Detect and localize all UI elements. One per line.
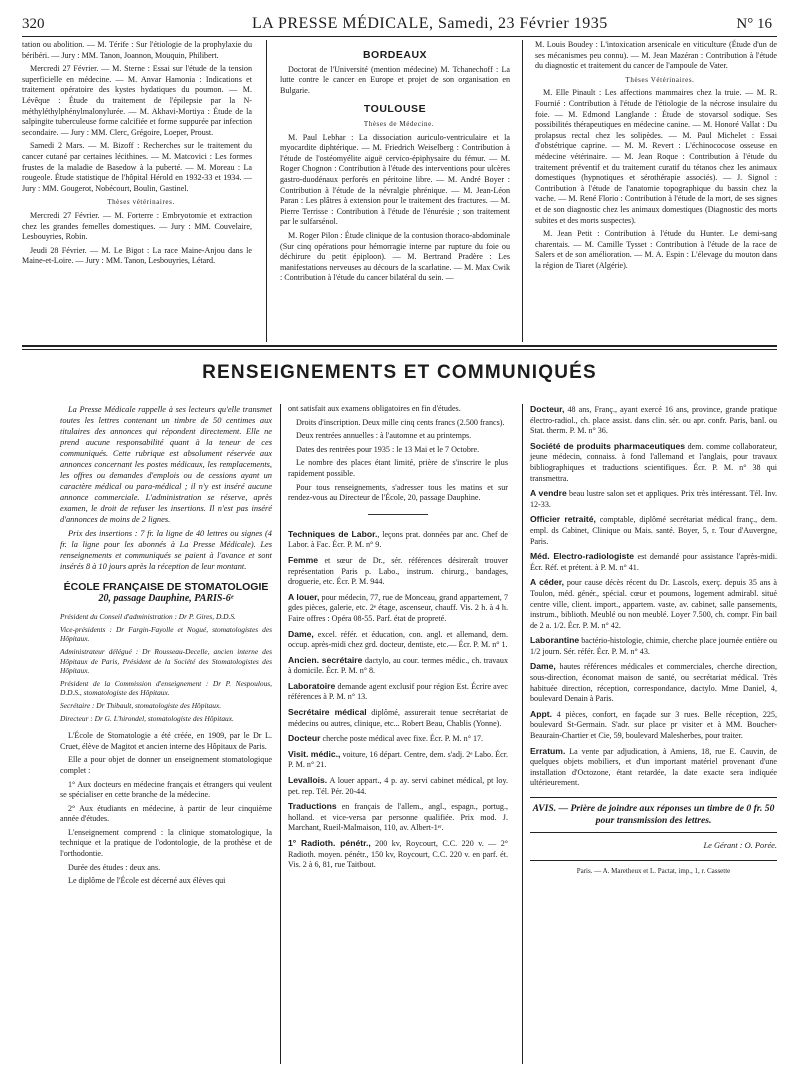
classified-ads — [530, 404, 777, 789]
thesis-entry: M. Jean Petit : Contribution à l'étude du Hunter. Le demi-sang charentais. — M. Camille Tysset : Contribution à l'étude de la race de Salers et de son amélioration. — M. A. Espin : L'élevage du mouton dans la région de Tiaret (Algérie). — [535, 229, 777, 270]
classified-ad: Traductions en français de l'allem., angl., espagn., portug., holland. et vice-versa par personne qualifiée. Prix mod. J. Marchant, Rueil-Malmaison, 110, av. Albert-1ᵉʳ. — [288, 801, 508, 833]
avis-rule — [530, 797, 777, 798]
classified-ad: Femme et sœur de Dr., sér. références désireraît trouver représentation Paris p. Labo., instrum. chirurg., bandages, droguerie, etc. Écr. P. M. 944. — [288, 554, 508, 587]
thesis-entry: M. Louis Boudey : L'intoxication arsenicale en viticulture (Étude d'un de ses mécanismes peu connu). — M. Jean Mazéran : Contribution à l'étude du diagnostic et traitement du cancer de l'ampoule de Vater. — [535, 40, 777, 71]
thesis-entry: M. Paul Lebhar : La dissociation auriculo-ventriculaire et la myocardite diphtérique. — M. Friedrich Weiselberg : Contribution à l'étude de l'ostéomyélite aiguë cervico-épiphysaire du fémur. — M. Roger Chognon : Contribution à l'étude des interventions pour ulcères gastro-duodénaux perforés en péritoine libre. — M. André Boyer : Contribution à l'étude de la névralgie phrénique. — M. Jean-Léon Paran : Les plâtres à extension pour le traitement des fractures. — M. Pierre Terrisse : Contribution à l'étude de l'énurésie ; son traitement par le sulfarsénol. — [280, 132, 510, 227]
classified-ad: Appt. 4 pièces, confort, en façade sur 3 rues. Belle réception, 225, boulevard St-Germain. S'adr. sur place pr visiter et à MM. Boucher-Beaurain-Chartier et Cie, 59, boulevard Malesherbes, pour traiter. — [530, 708, 777, 741]
city-title-toulouse: TOULOUSE — [363, 103, 427, 116]
school-body: Le nombre des places étant limité, prière de s'inscrire le plus rapidement possible. — [288, 458, 508, 478]
classified-ads — [288, 529, 508, 871]
thesis-entry: Jeudi 28 Février. — M. Le Bigot : La race Maine-Anjou dans le Maine-et-Loire. — Jury : MM. Tanon, Lesbouyries, Létard. — [22, 245, 252, 266]
thesis-entry: tation ou abolition. — M. Térife : Sur l'étiologie de la prophylaxie du béribéri. — Jury : MM. Tanon, Joannon, Mouquin, Philibert. — [22, 40, 252, 60]
classified-ad: Levallois. A louer appart., 4 p. ay. servi cabinet médical, pt loy. pet. rep. Tél. Pér. 20-44. — [288, 775, 508, 796]
city-title-bordeaux: BORDEAUX — [362, 49, 428, 61]
school-body: L'enseignement comprend : la clinique stomatologique, la technique et la pratique de l'odontologie, de la prothèse et de l'orthodontie. — [60, 827, 272, 859]
school-body: Droits d'inscription. Deux mille cinq cents francs (2.500 francs). — [296, 417, 505, 427]
top-column-2 — [280, 40, 510, 287]
header-rule — [22, 36, 777, 37]
footer-rule — [530, 860, 777, 861]
bottom-column-3 — [530, 404, 777, 876]
column-divider — [280, 404, 281, 1064]
bottom-column-2 — [288, 404, 508, 875]
school-body: Dates des rentrées pour 1935 : le 13 Mai et le 7 Octobre. — [296, 444, 480, 454]
school-body: Durée des études : deux ans. — [68, 862, 161, 872]
classified-ad: A louer, pour médecin, 77, rue de Monceau, grand appartement, 7 gdes pièces, galerie, etc. 2ᵉ étage, ascenseur, chauff. Vis. 2 h. à 4 h. Faire offres : Opéra 08-55. Parf. état de propreté. — [288, 591, 508, 623]
school-body: Le diplôme de l'École est décerné aux élèves qui — [68, 876, 226, 886]
thesis-entry: M. Roger Pilon : Étude clinique de la contusion thoraco-abdominale (Sur cinq opérations pour hémorragie interne par rupture du foie ou déchirure du petit épiploon). — M. Bertrand Pradère : Les manifestations nerveuses au décours de la scarlatine. — M. Max Cwik : Contribution à l'étude du cancer bilatéral du sein. — — [280, 230, 510, 283]
classified-ad: A céder, pour cause décès récent du Dr. Lascols, exerç. depuis 35 ans à Toulon, méd. génér., spécial. cœur et poumons, logement admirabl. situé centre ville, client. import., appartem. vaste, av. cabinet, salle pansements, instrum., biblioth. Meublé ou non meublé. Loyer 7.500, ch. compr. Fin bail de 2 a. 1/2. Écr. P. M. n° 42. — [530, 577, 777, 630]
school-body: ont satisfait aux examens obligatoires en fin d'études. — [288, 404, 461, 413]
column-divider — [522, 40, 523, 342]
page-number: 320 — [22, 16, 45, 32]
staff-entry: Vice-présidents : Dr Fargin-Fayolle et Nogué, stomatologistes des Hôpitaux. — [60, 624, 272, 644]
thesis-entry: Mercredi 27 Février. — M. Forterre : Embryotomie et extraction chez les grandes femelles domestiques. — Jury : MM. Couvelaire, Lesbouyries, Robin. — [22, 210, 252, 242]
section-rule — [22, 349, 777, 350]
column-divider — [522, 404, 523, 1064]
classified-ad: Visit. médic., voiture, 16 départ. Centre, dem. s'adj. 2ᵉ Labo. Écr. P. M. n° 21. — [288, 748, 508, 770]
avis-notice: AVIS. — Prière de joindre aux réponses un timbre de 0 fr. 50 pour transmission des lettres. — [532, 803, 775, 826]
school-address: 20, passage Dauphine, PARIS-6ᵉ — [98, 592, 234, 604]
gerant-signature: Le Gérant : O. Porée. — [703, 841, 777, 850]
column-divider — [266, 40, 267, 342]
classified-ad: Docteur, 48 ans, Franç., ayant exercé 16 ans, province, grande pratique électro-radiol., ch. place assist. dans clin. sér. ou apr. confr. Paris, banl. ou Stat. therm. P. M. n° 36. — [530, 404, 777, 436]
staff-entry: Directeur : Dr G. L'hirondel, stomatologiste des Hôpitaux. — [60, 713, 234, 723]
school-body: Elle a pour objet de donner un enseignement stomatologique complet : — [60, 755, 272, 775]
classified-ad: A vendre beau lustre salon set et appliques. Prix très intéressant. Tél. Inv. 12-33. — [530, 488, 777, 509]
school-body: 2° Aux étudiants en médecine, à partir de leur cinquième année d'études. — [60, 803, 272, 824]
printer-imprint: Paris. — A. Maretheux et L. Pactat, imp., 1, r. Cassette — [576, 866, 731, 875]
section-subtitle: Thèses vétérinaires. — [107, 198, 175, 207]
bottom-column-1 — [60, 404, 272, 890]
publication-title: LA PRESSE MÉDICALE, Samedi, 23 Février 1935 — [252, 15, 608, 32]
thesis-entry: Mercredi 27 Février. — M. Sterne : Essai sur l'étude de la tension superficielle en médecine. — M. Anvar Hamonia : Indications et traitement opératoire des kystes hydatiques du poumon. — M. Lévêque : Étude du traitement de l'épilepsie par la N-méthyléthylphénylmalonylurée. — M. Akhavi-Mortiya : Étude de la salpingite tuberculeuse forme calcifiée et forme suppurée par infection secondaire. — Jury : MM. Clerc, Grégoire, Loeper, Proust. — [22, 64, 252, 137]
avis-rule — [530, 832, 777, 833]
section-subtitle: Thèses de Médecine. — [363, 119, 435, 128]
classified-ad: Laboratoire demande agent exclusif pour région Est. Écrire avec références à P. M. n° 13. — [288, 680, 508, 702]
school-body: Deux rentrées annuelles : à l'automne et au printemps. — [296, 431, 472, 441]
school-title: ÉCOLE FRANÇAISE DE STOMATOLOGIE — [63, 581, 269, 593]
staff-entry: Administrateur délégué : Dr Rousseau-Decelle, ancien interne des Hôpitaux de Paris, Président de la Société des Stomatologistes des Hôpitaux. — [60, 646, 272, 676]
classified-ad: Laborantine bactério-histologie, chimie, cherche place journée entière ou 1/2 journ. Sér. référ. Écr. P. M. n° 43. — [530, 635, 777, 656]
pricing-paragraph: Prix des insertions : 7 fr. la ligne de 40 lettres ou signes (4 fr. la ligne pour les abonnés à La Presse Médicale). Les renseignements et communiqués se paient à l'avance et sont insérés 8 à 10 jours après la réception de leur montant. — [60, 529, 272, 571]
separator — [368, 514, 428, 515]
thesis-entry: M. Elle Pinault : Les affections mammaires chez la truie. — M. R. Fournié : Contribution à l'étude de l'étiologie de la nécrose insulaire du foie. — M. Edmond Langlande : Étude de stovarsol sodique. Ses possibilités thérapeutiques en médecine canine. — M. Honoré Vallat : Du prolapsus rectal chez les solipèdes. — M. Paul Michelet : Essai d'obstétrique caprine. — M. M. Revert : L'échinococose osseuse en médecine vétérinaire. — M. Jean Roque : Contribution à l'étude du traitement préventif et du traitement curatif du tétanos chez les animaux domestiques (hypnotiques et sérothérapie associés). — J. Signol : Contribution à l'étude de l'anatomie topographique du bassin chez la vache. — M. René Florio : Contribution à l'étude de la mort, de ses signes et de son diagnostic chez les animaux domestiques (Diagnostic des morts subites et des morts suspectes). — [535, 88, 777, 225]
classified-ad: Société de produits pharmaceutiques dem. comme collaborateur, jeune médecin, connaiss. à fond l'allemand et l'anglais, pour travaux bibliographiques et traductions scientifiques. Écr. P. M. n° 38 qui transmettra. — [530, 440, 778, 483]
top-column-3 — [535, 40, 777, 274]
school-body: Pour tous renseignements, s'adresser tous les matins et sur rendez-vous au Directeur de l'École, 20, passage Dauphine. — [288, 482, 508, 503]
classified-ad: Ancien. secrétaire dactylo, au cour. termes médic., ch. travaux à domicile. Écr. P. M. n° 8. — [288, 654, 508, 676]
classified-ad: Erratum. La vente par adjudication, à Amiens, 18, rue E. Cauvin, de quelques objets mobiliers, et d'un important matériel provenant d'une installation d'Octozone, étant retardée, la date exacte sera indiquée ultérieurement. — [530, 745, 777, 788]
classified-ad: Officier retraité, comptable, diplômé secrétariat médical franç., dem. empl. ds Cabinet, Clinique ou Mais. santé. Boyer, 5, r. Tour d'Auvergne, Paris. — [530, 514, 777, 546]
school-body: 1° Aux docteurs en médecine français et étrangers qui veulent se spécialiser en cette branche de la médecine. — [60, 779, 272, 800]
staff-entry: Président de la Commission d'enseignement : Dr P. Nespoulous, D.D.S., stomatologiste des Hôpitaux. — [60, 678, 272, 698]
classified-ad: 1° Radioth. pénétr., 200 kv, Roycourt, C.C. 220 v. — 2° Radioth. moyen. pénétr., 150 kv, Roycourt, C.C. 220 v. en parf. ét. Vis. 2 à 6, 81, rue Taitbout. — [288, 838, 508, 870]
classified-ad: Docteur cherche poste médical avec fixe. Écr. P. M. n° 17. — [288, 733, 484, 744]
section-rule — [22, 345, 777, 347]
top-column-1 — [22, 40, 252, 270]
classified-ad: Méd. Electro-radiologiste est demandé pour assistance l'après-midi. Écr. Réf. et prétent. à P. M. n° 41. — [530, 551, 777, 572]
school-body: L'École de Stomatologie a été créée, en 1909, par le Dr L. Cruet, élève de Magitot et ancien interne des Hôpitaux de Paris. — [60, 731, 272, 751]
section-banner: RENSEIGNEMENTS ET COMMUNIQUÉS — [202, 362, 597, 383]
classified-ad: Dame, hautes références médicales et commerciales, cherche direction, sous-direction, économat maison de santé, ou secrétariat médical. Très habituée direction, réception, correspondance, dactylo. Mme Daniel, 4, boulevard Denain à Paris. — [530, 661, 777, 704]
issue-number: N° 16 — [736, 16, 772, 32]
staff-entry: Président du Conseil d'administration : Dr P. Gires, D.D.S. — [60, 612, 236, 622]
thesis-entry: Doctorat de l'Université (mention médecine) M. Tchanechoff : La lutte contre le cancer en Europe et projet de son organisation en Bulgarie. — [280, 64, 510, 95]
page-header — [22, 14, 792, 36]
section-subtitle: Thèses Vétérinaires. — [625, 75, 695, 84]
staff-entry: Secrétaire : Dr Thibault, stomatologiste des Hôpitaux. — [60, 700, 222, 710]
classified-ad: Techniques de Labor., leçons prat. données par anc. Chef de Labor. à Fac. Écr. P. M. n° 9. — [288, 528, 508, 550]
classified-ad: Dame, excel. référ. et éducation, con. angl. et allemand, dem. occup. après-midi chez grd. docteur, dentiste, etc.— Écr. P. M. n° 1. — [288, 628, 508, 650]
thesis-entry: Samedi 2 Mars. — M. Bizoff : Recherches sur le traitement du cancer cutané par certaines lécithines. — M. Matcovici : Les formes frustes de la maladie de Basedow à la puberté. — M. Moreau : La rougeole. Étude statistique de l'hôpital Hérold en 1932-33 et 1934. — Jury : MM. Gougerot, Nobécourt, Boulin, Gastinel. — [22, 141, 252, 193]
classified-ad: Secrétaire médical diplômé, assurerait tenue secrétariat de médecins ou autres, clinique, etc... Robert Beau, Chablis (Yonne). — [288, 707, 508, 728]
notice-paragraph: La Presse Médicale rappelle à ses lecteurs qu'elle transmet toutes les lettres contenant un timbre de 50 centimes aux titulaires des annonces qui répondent directement. Elle ne prend aucune responsabilité quant à la teneur de ces communiqués. Cette rubrique est absolument réservée aux annonces concernant les postes médicaux, les remplacements, les offres ou demandes d'emplois ou de cessions ayant un caractère médical ou para-médical ; il n'y est inséré aucune annonce commerciale. L'administration se réserve, après examen, le droit de refuser les insertions. Il n'est pas inséré d'annonces de moins de 2 lignes. — [60, 405, 272, 524]
